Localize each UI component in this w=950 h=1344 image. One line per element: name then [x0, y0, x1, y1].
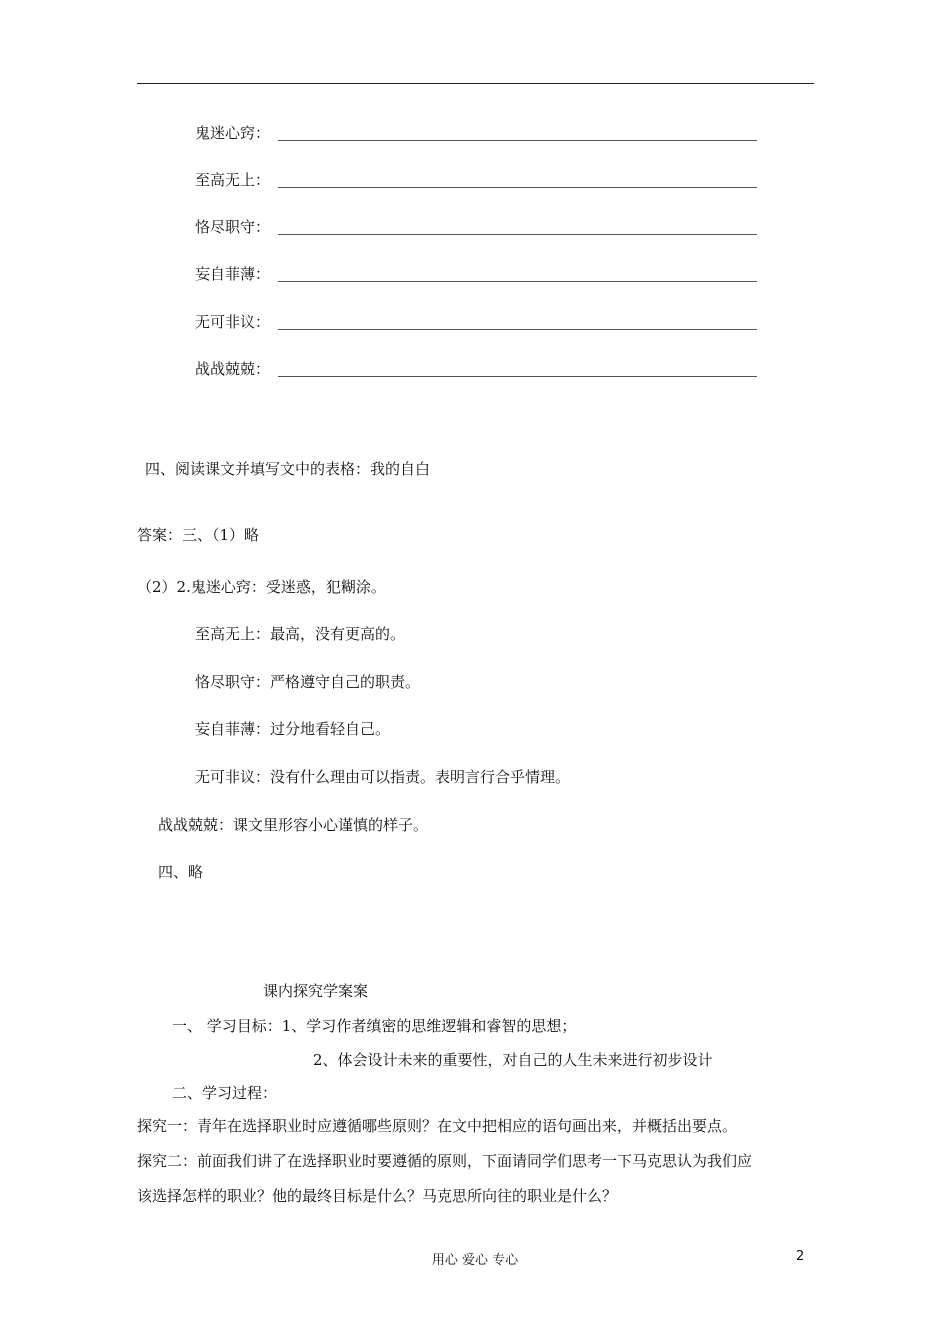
fill-row: [195, 217, 757, 237]
term-label: 战战兢兢：: [195, 360, 271, 378]
section-heading: 四、阅读课文并填写文中的表格：我的自白: [145, 460, 431, 478]
fill-row: [195, 312, 757, 332]
answer-line: 答案：三、（1）略: [137, 526, 260, 544]
footer-motto: 用心 爱心 专心: [431, 1253, 519, 1268]
fill-row: [195, 170, 757, 190]
answer-blank-line[interactable]: [278, 329, 757, 330]
inquiry-question-continued: 该选择怎样的职业？他的最终目标是什么？马克思所向往的职业是什么？: [137, 1187, 618, 1205]
answer-blank-line[interactable]: [278, 281, 757, 282]
term-label: 妄自菲薄：: [195, 265, 271, 283]
term-label: 至高无上：: [195, 171, 271, 189]
fill-row: [195, 264, 757, 284]
header-rule: [137, 83, 814, 84]
answer-line: 战战兢兢：课文里形容小心谨慎的样子。: [158, 816, 429, 834]
answer-line: 恪尽职守：严格遵守自己的职责。: [195, 673, 421, 691]
answer-blank-line[interactable]: [278, 140, 757, 141]
term-label: 无可非议：: [195, 313, 271, 331]
answer-blank-line[interactable]: [278, 234, 757, 235]
answer-line: 至高无上：最高，没有更高的。: [195, 625, 406, 643]
inquiry-question: 探究一：青年在选择职业时应遵循哪些原则？在文中把相应的语句画出来，并概括出要点。: [137, 1117, 738, 1135]
answer-blank-line[interactable]: [278, 187, 757, 188]
fill-row: [195, 359, 757, 379]
term-label: 恪尽职守：: [195, 218, 271, 236]
term-label: 鬼迷心窍：: [195, 124, 271, 142]
fill-row: [195, 123, 757, 143]
answer-line: 妄自菲薄：过分地看轻自己。: [195, 720, 391, 738]
learning-goal: 2、体会设计未来的重要性，对自己的人生未来进行初步设计: [313, 1051, 713, 1069]
answer-line: 无可非议：没有什么理由可以指责。表明言行合乎情理。: [195, 768, 571, 786]
page-number: 2: [796, 1249, 805, 1264]
answer-line: （2）2.鬼迷心窍：受迷惑，犯糊涂。: [137, 578, 386, 596]
answer-blank-line[interactable]: [278, 376, 757, 377]
answer-line: 四、略: [158, 863, 204, 881]
process-heading: 二、学习过程：: [172, 1084, 278, 1102]
inquiry-question: 探究二：前面我们讲了在选择职业时要遵循的原则，下面请同学们思考一下马克思认为我们应: [137, 1152, 753, 1170]
learning-goal: 一、 学习目标：1、学习作者缜密的思维逻辑和睿智的思想；: [172, 1017, 577, 1035]
section-title: 课内探究学案案: [263, 982, 369, 1000]
